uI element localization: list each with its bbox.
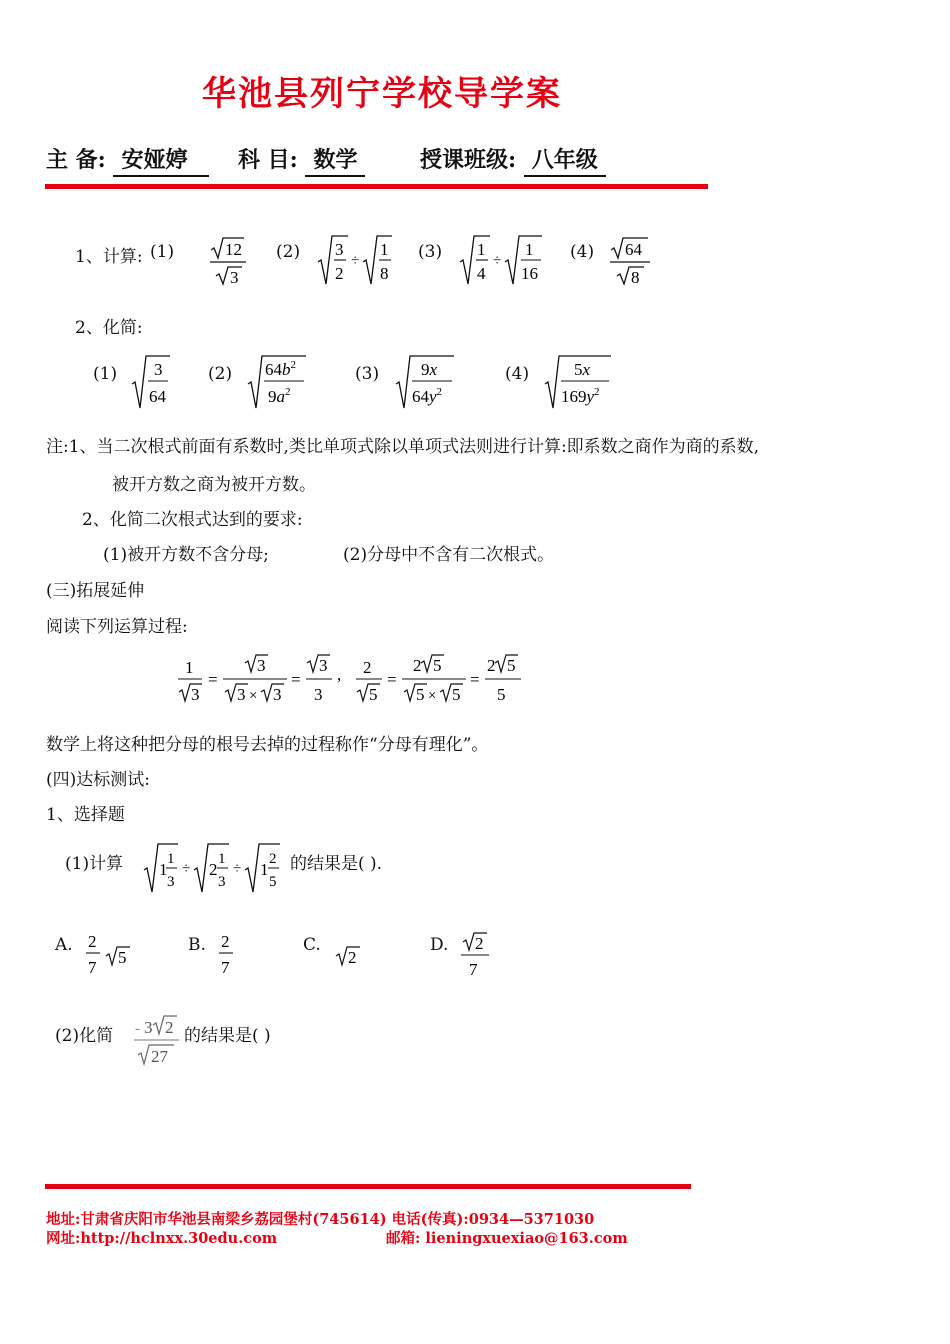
rationalization-example — [175, 650, 535, 710]
svg-text:3: 3 — [257, 656, 266, 675]
svg-text:×: × — [428, 688, 437, 704]
mc-q1-expr — [142, 840, 290, 898]
svg-text:3: 3 — [314, 685, 323, 704]
svg-text:1: 1 — [159, 860, 168, 879]
section-4-heading: (四)达标测试: — [46, 770, 150, 790]
svg-text:64b2: $64b^2$ — [265, 359, 296, 379]
section-3-read: 阅读下列运算过程: — [46, 617, 188, 637]
svg-text:8: 8 — [631, 268, 640, 287]
class-label: 授课班级: — [420, 147, 517, 173]
subject-value: 数学 — [305, 143, 365, 177]
svg-text:2: 2 — [335, 264, 344, 283]
svg-text:5: 5 — [497, 685, 506, 704]
svg-text:5: 5 — [507, 656, 516, 675]
svg-text:2: 2 — [363, 658, 372, 677]
mc-q2-expr — [132, 1012, 182, 1068]
option-b-expr — [217, 930, 239, 980]
svg-text:=: = — [291, 670, 301, 689]
note-2: 2、化简二次根式达到的要求: — [82, 510, 303, 530]
note-2-req2: (2)分母中不含有二次根式。 — [343, 545, 555, 565]
svg-text:3: 3 — [218, 874, 226, 890]
class-value: 八年级 — [524, 143, 606, 177]
author-label: 主 备: — [46, 147, 106, 173]
note-1-continued: 被开方数之商为被开方数。 — [112, 475, 316, 495]
svg-text:5: 5 — [452, 685, 461, 704]
svg-text:2: 2 — [475, 934, 484, 953]
example-comma: , — [337, 665, 342, 684]
q2-part4-label: (4) — [505, 364, 530, 384]
author-value: 安娅婷 — [113, 143, 209, 177]
svg-text:12: 12 — [225, 240, 242, 259]
author-field — [46, 143, 209, 177]
page-title: 华池县列宁学校导学案 — [202, 74, 562, 114]
svg-text:7: 7 — [469, 960, 478, 979]
svg-text:3: 3 — [167, 874, 175, 890]
mc-q1-prefix: (1)计算 — [65, 854, 124, 874]
svg-text:2: 2 — [165, 1018, 174, 1037]
mc-q2-suffix: 的结果是( ) — [184, 1026, 271, 1046]
option-a-label: A. — [55, 935, 73, 955]
q2-expr4 — [543, 352, 613, 412]
subject-field — [238, 143, 365, 177]
svg-text:2: 2 — [487, 656, 496, 675]
svg-text:27: 27 — [151, 1047, 168, 1066]
q2-expr2 — [246, 352, 308, 412]
q1-expr3 — [458, 232, 544, 290]
svg-text:64y2: $64y^2$ — [412, 386, 443, 406]
svg-text:16: 16 — [521, 264, 538, 283]
q1-label: 1、计算: — [75, 247, 143, 267]
svg-text:2: 2 — [269, 851, 277, 867]
footer-website: 网址:http://hclnxx.30edu.com — [46, 1230, 278, 1247]
svg-text:5: 5 — [416, 685, 425, 704]
option-a-expr — [84, 930, 134, 980]
svg-text:3: 3 — [230, 268, 239, 287]
svg-text:-: - — [135, 1021, 140, 1037]
q1-expr4 — [608, 234, 652, 290]
svg-text:1: 1 — [185, 658, 194, 677]
svg-text:5: 5 — [433, 656, 442, 675]
svg-text:3: 3 — [191, 685, 200, 704]
svg-text:1: 1 — [477, 240, 486, 259]
svg-text:5: 5 — [269, 874, 277, 890]
svg-text:3: 3 — [335, 240, 344, 259]
q1-part2-label: (2) — [276, 242, 301, 262]
svg-text:169y2: $169y^2$ — [561, 386, 600, 406]
svg-text:=: = — [387, 670, 397, 689]
svg-text:4: 4 — [477, 264, 486, 283]
rationalization-conclusion: 数学上将这种把分母的根号去掉的过程称作“分母有理化”。 — [46, 735, 489, 755]
option-d-label: D. — [430, 935, 449, 955]
subject-label: 科 目: — [238, 147, 298, 173]
svg-text:2: 2 — [209, 860, 218, 879]
svg-text:3: 3 — [237, 685, 246, 704]
option-c-label: C. — [303, 935, 321, 955]
svg-text:5x: 5x — [574, 360, 591, 379]
footer-address: 地址:甘肃省庆阳市华池县南梁乡荔园堡村(745614) 电话(传真):0934—5371030 — [46, 1211, 595, 1228]
svg-text:2: 2 — [221, 932, 230, 951]
svg-text:64: 64 — [149, 387, 166, 406]
q2-expr3 — [394, 352, 456, 412]
svg-text:1: 1 — [380, 240, 389, 259]
q2-part3-label: (3) — [355, 364, 380, 384]
svg-text:64: 64 — [625, 240, 642, 259]
q2-label: 2、化简: — [75, 318, 143, 338]
svg-text:3: 3 — [154, 360, 163, 379]
footer-email: 邮箱: lieningxuexiao@163.com — [386, 1230, 628, 1247]
q2-expr1 — [130, 352, 172, 412]
svg-text:8: 8 — [380, 264, 389, 283]
class-field — [420, 143, 606, 177]
q1-expr2 — [316, 232, 396, 290]
mc-q2-prefix: (2)化简 — [55, 1026, 114, 1046]
svg-text:3: 3 — [144, 1018, 153, 1037]
option-c-expr — [334, 940, 364, 970]
svg-text:3: 3 — [273, 685, 282, 704]
svg-text:=: = — [470, 670, 480, 689]
svg-text:9x: 9x — [421, 360, 438, 379]
q1-part1-label: (1) — [150, 242, 175, 262]
q2-part2-label: (2) — [208, 364, 233, 384]
section-3-heading: (三)拓展延伸 — [46, 581, 145, 601]
svg-text:=: = — [208, 670, 218, 689]
header-divider — [45, 184, 708, 189]
svg-text:÷: ÷ — [233, 861, 242, 877]
svg-text:÷: ÷ — [351, 253, 360, 269]
q1-part4-label: (4) — [570, 242, 595, 262]
svg-text:2: 2 — [348, 948, 357, 967]
svg-text:÷: ÷ — [182, 861, 191, 877]
q1-part3-label: (3) — [418, 242, 443, 262]
svg-text:5: 5 — [369, 685, 378, 704]
footer-divider — [45, 1184, 691, 1189]
q2-part1-label: (1) — [93, 364, 118, 384]
svg-text:1: 1 — [525, 240, 534, 259]
svg-text:2: 2 — [413, 656, 422, 675]
svg-text:1: 1 — [260, 860, 269, 879]
option-d-expr — [459, 930, 491, 982]
choice-heading: 1、选择题 — [46, 805, 125, 825]
svg-text:×: × — [249, 688, 258, 704]
svg-text:5: 5 — [118, 948, 127, 967]
svg-text:3: 3 — [319, 656, 328, 675]
svg-text:1: 1 — [218, 851, 226, 867]
q1-expr1 — [208, 234, 248, 290]
svg-text:9a2: $9a^2$ — [268, 386, 291, 406]
option-b-label: B. — [188, 935, 206, 955]
note-2-req1: (1)被开方数不含分母; — [103, 545, 269, 565]
svg-text:2: 2 — [88, 932, 97, 951]
svg-text:7: 7 — [221, 958, 230, 977]
svg-text:7: 7 — [88, 958, 97, 977]
svg-text:÷: ÷ — [493, 253, 502, 269]
svg-text:1: 1 — [167, 851, 175, 867]
mc-q1-suffix: 的结果是( ). — [290, 854, 383, 874]
note-1: 注:1、当二次根式前面有系数时,类比单项式除以单项式法则进行计算:即系数之商作为商的系数, — [46, 437, 760, 457]
